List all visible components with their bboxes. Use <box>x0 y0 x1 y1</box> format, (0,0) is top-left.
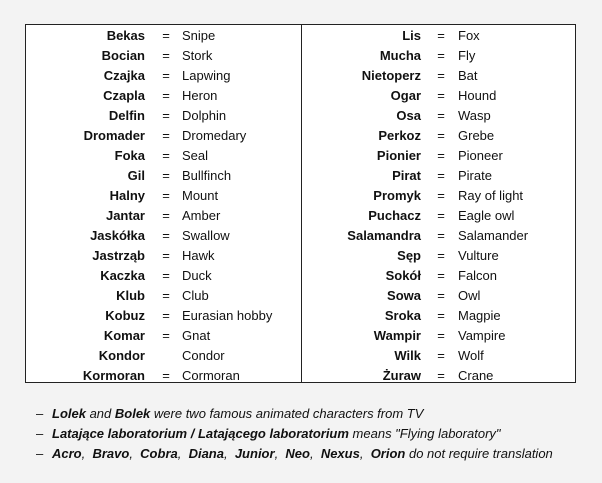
polish-term: Sroka <box>384 308 421 323</box>
english-term: Fox <box>458 28 480 43</box>
equals-sign: = <box>162 68 170 83</box>
note-1 <box>36 404 553 424</box>
equals-sign: = <box>437 308 445 323</box>
table-row <box>302 346 576 366</box>
english-term: Bullfinch <box>182 168 232 183</box>
note-3-separator: , <box>81 446 93 461</box>
note-2-term-b: Latającego laboratorium <box>197 426 349 441</box>
polish-term: Osa <box>396 108 421 123</box>
english-term: Swallow <box>182 228 230 243</box>
equals-sign: = <box>162 208 170 223</box>
polish-term: Nietoperz <box>361 68 421 83</box>
polish-term: Pionier <box>376 148 421 163</box>
english-term: Amber <box>182 208 221 223</box>
equals-sign: = <box>162 248 170 263</box>
english-term: Pirate <box>458 168 492 183</box>
note-dash: – <box>36 446 44 461</box>
english-term: Vampire <box>458 328 506 343</box>
equals-sign: = <box>162 48 170 63</box>
polish-term: Lis <box>402 28 421 43</box>
table-row <box>302 226 576 246</box>
english-term: Duck <box>182 268 212 283</box>
polish-term: Promyk <box>373 188 421 203</box>
polish-term: Mucha <box>379 48 421 63</box>
table-row <box>26 246 301 266</box>
table-row <box>302 246 576 266</box>
right-column <box>302 26 576 386</box>
polish-term: Salamandra <box>347 228 421 243</box>
note-2-text: means "Flying laboratory" <box>348 426 501 441</box>
english-term: Fly <box>458 48 476 63</box>
note-1-text: were two famous animated characters from TV <box>150 406 424 421</box>
polish-term: Czajka <box>103 68 145 83</box>
english-term: Eurasian hobby <box>182 308 273 323</box>
note-3-separator: , <box>223 446 235 461</box>
note-3-text: do not require translation <box>405 446 553 461</box>
note-3-separator: , <box>177 446 189 461</box>
table-row <box>26 46 301 66</box>
polish-term: Sęp <box>397 248 421 263</box>
table-row <box>26 326 301 346</box>
polish-term: Czapla <box>103 88 145 103</box>
table-row <box>302 126 576 146</box>
note-3-name: Diana <box>188 446 224 461</box>
table-row <box>302 46 576 66</box>
equals-sign: = <box>162 128 170 143</box>
equals-sign: = <box>437 328 445 343</box>
polish-term: Gil <box>127 168 145 183</box>
polish-term: Halny <box>109 188 145 203</box>
equals-sign: = <box>162 108 170 123</box>
table-row <box>302 106 576 126</box>
table-row <box>26 286 301 306</box>
english-term: Salamander <box>458 228 529 243</box>
english-term: Cormoran <box>182 368 240 383</box>
equals-sign: = <box>437 88 445 103</box>
english-term: Vulture <box>458 248 499 263</box>
note-3-separator: , <box>274 446 286 461</box>
note-3-name: Neo <box>285 446 310 461</box>
table-row <box>26 146 301 166</box>
equals-sign: = <box>437 348 445 363</box>
equals-sign: = <box>162 168 170 183</box>
table-row <box>302 86 576 106</box>
polish-term: Puchacz <box>368 208 421 223</box>
equals-sign: = <box>437 108 445 123</box>
equals-sign: = <box>437 28 445 43</box>
table-row <box>26 366 301 386</box>
english-term: Crane <box>458 368 494 383</box>
table-row <box>26 86 301 106</box>
equals-sign: = <box>437 48 445 63</box>
note-3-name: Orion <box>370 446 406 461</box>
polish-term: Perkoz <box>378 128 421 143</box>
note-3-name: Bravo <box>92 446 130 461</box>
polish-term: Dromader <box>83 128 145 143</box>
polish-term: Jantar <box>105 208 145 223</box>
english-term: Heron <box>182 88 218 103</box>
table-row <box>26 66 301 86</box>
english-term: Owl <box>458 288 481 303</box>
table-row <box>26 226 301 246</box>
polish-term: Foka <box>114 148 145 163</box>
english-term: Falcon <box>458 268 498 283</box>
equals-sign: = <box>437 168 445 183</box>
english-term: Hawk <box>182 248 215 263</box>
note-1-name-a: Lolek <box>52 406 86 421</box>
english-term: Stork <box>182 48 213 63</box>
equals-sign: = <box>162 328 170 343</box>
note-2 <box>36 424 553 444</box>
note-3-name: Cobra <box>140 446 178 461</box>
equals-sign: = <box>437 128 445 143</box>
english-term: Club <box>182 288 209 303</box>
equals-sign: = <box>437 188 445 203</box>
table-row <box>302 166 576 186</box>
english-term: Magpie <box>458 308 501 323</box>
equals-sign: = <box>437 268 445 283</box>
note-3-name: Acro <box>52 446 82 461</box>
note-3-name: Nexus <box>320 446 360 461</box>
table-row <box>26 306 301 326</box>
polish-term: Pirat <box>392 168 421 183</box>
note-3 <box>36 444 553 464</box>
note-3-name: Junior <box>234 446 275 461</box>
table-row <box>302 206 576 226</box>
note-3-separator: , <box>129 446 141 461</box>
equals-sign: = <box>437 368 445 383</box>
polish-term: Kobuz <box>105 308 145 323</box>
english-term: Dromedary <box>182 128 247 143</box>
polish-term: Kormoran <box>82 368 145 383</box>
polish-term: Wilk <box>394 348 421 363</box>
table-row <box>302 286 576 306</box>
table-row <box>26 26 301 46</box>
table-row <box>302 326 576 346</box>
polish-term: Jastrząb <box>92 248 145 263</box>
equals-sign: = <box>162 308 170 323</box>
equals-sign: = <box>437 228 445 243</box>
polish-term: Klub <box>116 288 145 303</box>
table-row <box>26 166 301 186</box>
polish-term: Kondor <box>98 348 145 363</box>
table-row <box>302 306 576 326</box>
polish-term: Komar <box>103 328 145 343</box>
note-1-name-b: Bolek <box>114 406 151 421</box>
note-dash: – <box>36 426 44 441</box>
english-term: Gnat <box>182 328 211 343</box>
equals-sign: = <box>162 268 170 283</box>
english-term: Dolphin <box>182 108 227 123</box>
polish-term: Delfin <box>108 108 145 123</box>
equals-sign: = <box>162 88 170 103</box>
english-term: Grebe <box>458 128 495 143</box>
english-term: Condor <box>182 348 225 363</box>
equals-sign: = <box>437 248 445 263</box>
table-row <box>26 266 301 286</box>
polish-term: Kaczka <box>100 268 145 283</box>
english-term: Eagle owl <box>458 208 515 223</box>
english-term: Hound <box>458 88 497 103</box>
table-row <box>302 266 576 286</box>
table-row <box>302 146 576 166</box>
equals-sign: = <box>437 68 445 83</box>
table-row <box>26 126 301 146</box>
polish-term: Ogar <box>390 88 421 103</box>
polish-term: Bekas <box>106 28 145 43</box>
polish-term: Żuraw <box>382 368 421 383</box>
table-row <box>302 366 576 386</box>
polish-term: Sowa <box>387 288 421 303</box>
equals-sign: = <box>162 368 170 383</box>
equals-sign: = <box>162 188 170 203</box>
table-row <box>26 186 301 206</box>
polish-term: Wampir <box>373 328 421 343</box>
equals-sign: = <box>437 288 445 303</box>
english-term: Bat <box>458 68 478 83</box>
left-column <box>26 26 301 386</box>
table-row <box>26 106 301 126</box>
note-3-separator: , <box>359 446 371 461</box>
equals-sign: = <box>162 228 170 243</box>
note-dash: – <box>36 406 44 421</box>
english-term: Wasp <box>458 108 491 123</box>
notes <box>36 404 553 464</box>
table-row <box>302 186 576 206</box>
equals-sign: = <box>437 148 445 163</box>
english-term: Pioneer <box>458 148 503 163</box>
translation-table <box>25 24 576 383</box>
note-3-separator: , <box>309 446 321 461</box>
note-2-slash: / <box>187 426 198 441</box>
note-1-and: and <box>85 406 115 421</box>
english-term: Lapwing <box>182 68 231 83</box>
english-term: Wolf <box>458 348 484 363</box>
english-term: Mount <box>182 188 219 203</box>
polish-term: Sokół <box>385 268 421 283</box>
equals-sign: = <box>437 208 445 223</box>
note-2-term-a: Latające laboratorium <box>52 426 188 441</box>
table-row <box>302 26 576 46</box>
english-term: Ray of light <box>458 188 524 203</box>
english-term: Seal <box>182 148 209 163</box>
note-3-names <box>52 446 405 461</box>
english-term: Snipe <box>182 28 216 43</box>
polish-term: Bocian <box>101 48 145 63</box>
table-row <box>26 346 301 366</box>
table-row <box>302 66 576 86</box>
equals-sign: = <box>162 148 170 163</box>
equals-sign: = <box>162 28 170 43</box>
polish-term: Jaskółka <box>90 228 145 243</box>
equals-sign: = <box>162 288 170 303</box>
table-row <box>26 206 301 226</box>
